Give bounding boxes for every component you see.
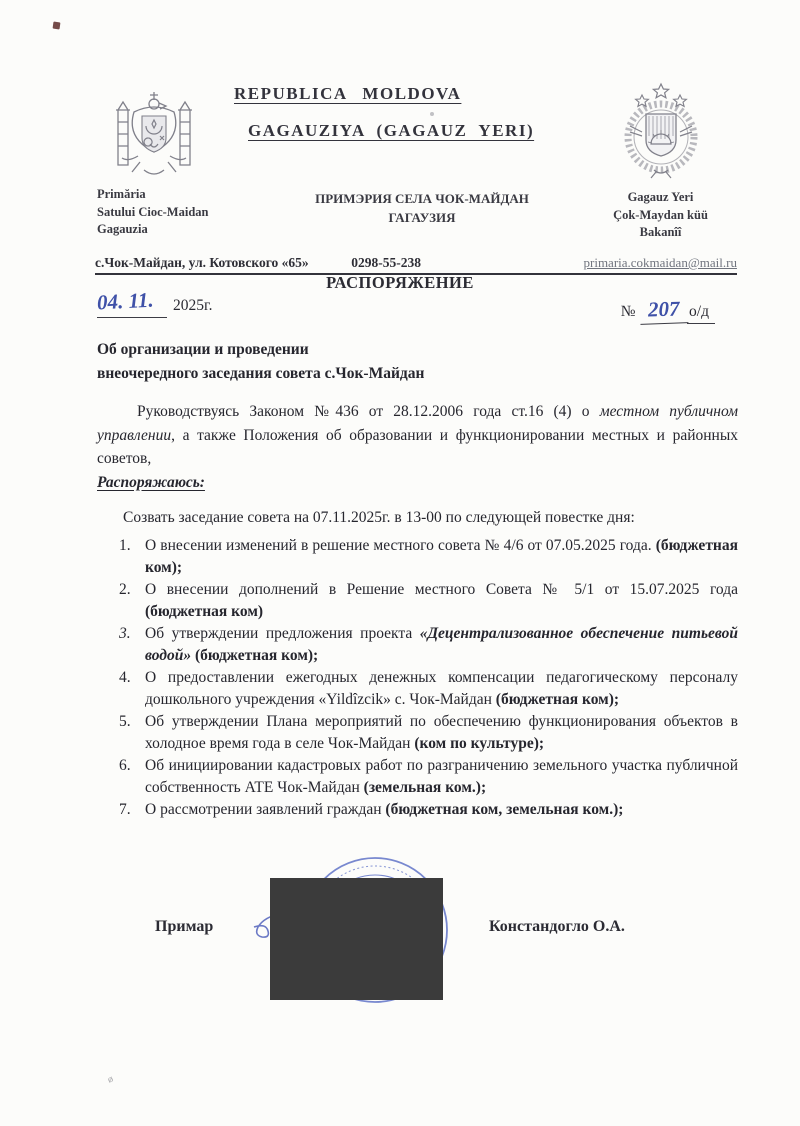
agenda-list	[97, 535, 738, 821]
scan-foot-mark: ø	[106, 1073, 115, 1086]
agenda-text-bold: (бюджетная ком, земельная ком.);	[385, 800, 624, 818]
agenda-text-plain: Об инициировании кадастровых работ по разграничению земельного участка публичной собственность АТЕ Чок-Майдан	[145, 756, 738, 796]
date-year: 2025г.	[173, 297, 213, 314]
agenda-text-plain: О внесении изменений в решение местного совета № 4/6 от 07.05.2025 года.	[145, 536, 656, 554]
org-left-line3: Gagauzia	[97, 222, 148, 236]
document-body	[97, 338, 738, 821]
agenda-number: 7.	[119, 800, 131, 818]
scan-dot	[430, 112, 434, 116]
number-sign: №	[620, 303, 636, 320]
agenda-text-bold: (бюджетная ком);	[495, 690, 620, 708]
agenda-text-bold: (земельная ком.);	[363, 778, 487, 796]
agenda-text	[145, 579, 738, 623]
org-left-line2: Satului Cioc-Maidan	[97, 204, 209, 219]
signer-title: Примар	[155, 918, 214, 935]
agenda-text-plain: О рассмотрении заявлений граждан	[145, 800, 386, 818]
number-suffix: о/д	[687, 303, 715, 324]
agenda-item-3	[97, 623, 738, 667]
email-address: primaria.cokmaidan@mail.ru	[583, 255, 737, 270]
address: с.Чок-Майдан, ул. Котовского «65»	[95, 255, 309, 270]
org-left-line1: Primăria	[97, 187, 146, 201]
agenda-text-plain: О предоставлении ежегодных денежных компенсации педагогическому персоналу дошкольного учреждения «Yildîzcik» с. Чок-Майдан	[145, 668, 738, 708]
subject-line2: внеочередного заседания совета с.Чок-Майдан	[97, 364, 425, 382]
agenda-item-1	[97, 535, 738, 579]
subject-block	[97, 338, 738, 385]
agenda-text-bold-italic: «Децентрализованное обеспечение питьевой водой»	[145, 624, 739, 664]
agenda-number: 5.	[119, 712, 131, 730]
agenda-text	[145, 535, 738, 579]
handwritten-number: 207	[639, 296, 687, 325]
convene-paragraph: Созвать заседание совета на 07.11.2025г. в 13-00 по следующей повестке дня:	[123, 509, 635, 526]
org-right-line3: Bakanîî	[639, 225, 682, 239]
header-republica-moldova: REPUBLICA MOLDOVA	[234, 84, 462, 103]
subject-line1: Об организации и проведении	[97, 341, 309, 358]
org-center-line2: ГАГАУЗИЯ	[388, 210, 456, 225]
org-block-romanian	[97, 186, 208, 239]
agenda-item-6	[97, 755, 738, 799]
agenda-text	[145, 755, 738, 799]
contact-line	[95, 255, 737, 275]
preamble-rest: , а также Положения об образовании и функционировании местных и районных советов,	[97, 426, 738, 467]
agenda-text	[145, 623, 738, 667]
gagauzia-coat-of-arms-icon	[620, 82, 702, 185]
signer-name: Констандогло О.А.	[489, 918, 625, 935]
org-center-line1: ПРИМЭРИЯ СЕЛА ЧОК-МАЙДАН	[315, 191, 529, 206]
agenda-item-5	[97, 711, 738, 755]
agenda-item-2	[97, 579, 738, 623]
redaction-box	[270, 878, 443, 1000]
agenda-text-bold: (бюджетная ком);	[194, 646, 319, 664]
agenda-number: 1.	[119, 536, 131, 554]
agenda-text	[145, 799, 738, 821]
agenda-text-bold: (ком по культуре);	[414, 734, 545, 752]
agenda-number: 6.	[119, 756, 131, 774]
handwritten-date: 04. 11.	[96, 287, 155, 315]
phone-number: 0298-55-238	[351, 255, 421, 270]
scan-speck	[53, 22, 61, 30]
org-right-line1: Gagauz Yeri	[627, 190, 694, 204]
agenda-number: 3.	[119, 624, 131, 642]
date-underline	[97, 317, 167, 318]
moldova-coat-of-arms-icon	[110, 82, 198, 189]
document-title: РАСПОРЯЖЕНИЕ	[326, 273, 474, 292]
preamble-lead: Руководствуясь Законом №436 от 28.12.2006 года ст.16 (4) о	[137, 403, 600, 420]
date-number-row	[96, 287, 737, 323]
preamble-paragraph	[97, 400, 738, 471]
agenda-number: 4.	[119, 668, 131, 686]
agenda-text-plain: Об утверждении предложения проекта	[145, 624, 420, 642]
agenda-text	[145, 711, 738, 755]
org-block-gagauz	[588, 189, 733, 242]
org-block-russian	[277, 189, 567, 227]
agenda-number: 2.	[119, 580, 131, 598]
agenda-text	[145, 667, 738, 711]
document-number	[621, 297, 715, 324]
agenda-item-4	[97, 667, 738, 711]
order-word: Распоряжаюсь:	[97, 473, 205, 491]
agenda-item-7	[97, 799, 738, 821]
agenda-text-plain: Об утверждении Плана мероприятий по обеспечению функционирования объектов в холодное время года в селе Чок-Майдан	[145, 712, 738, 752]
agenda-text-bold: (бюджетная ком)	[145, 602, 264, 620]
header-gagauziya: GAGAUZIYA (GAGAUZ YERI)	[248, 121, 535, 140]
agenda-text-plain: О внесении дополнений в Решение местного Совета № 5/1 от 15.07.2025 года	[145, 580, 738, 598]
preamble-law-name: местном публичном управлении	[97, 403, 738, 444]
org-right-line2: Çok-Maydan küü	[613, 207, 708, 222]
agenda-text-bold: (бюджетная ком);	[145, 536, 738, 576]
